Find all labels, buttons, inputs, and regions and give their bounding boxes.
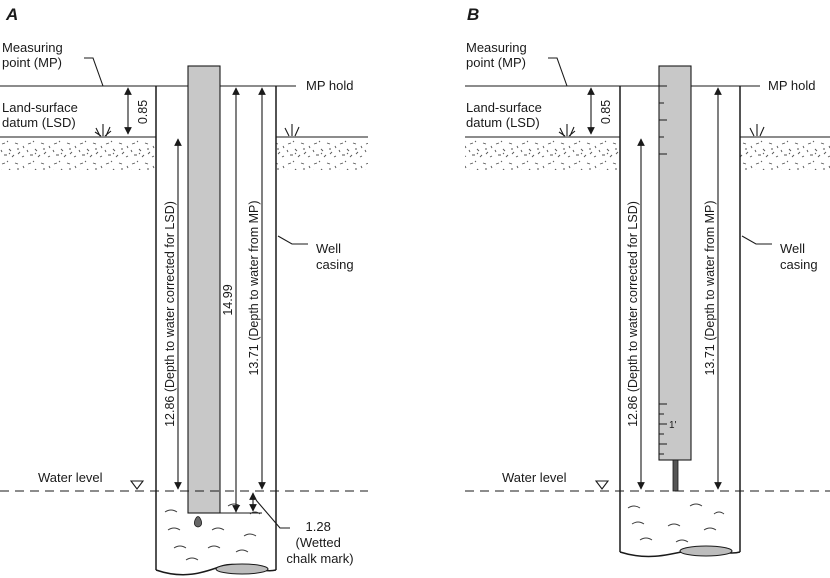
land-surface-right-b — [740, 137, 830, 170]
corrected-depth-label-b: 12.86 (Depth to water corrected for LSD) — [626, 201, 640, 427]
well-casing-label-a: Well casing — [316, 241, 354, 272]
sediment-a — [216, 564, 268, 574]
grass-icon — [95, 124, 111, 136]
tape-end-weight-b — [673, 460, 678, 491]
steel-tape-a — [188, 66, 220, 513]
grass-icon — [559, 124, 575, 136]
depth-from-mp-label-b: 13.71 (Depth to water from MP) — [703, 200, 717, 376]
well-casing-leader-a — [278, 236, 308, 244]
well-casing-leader-b — [742, 236, 772, 244]
mp-leader-b — [548, 58, 567, 86]
measuring-point-label-a: Measuring point (MP) — [2, 40, 63, 70]
water-level-symbol-a — [131, 481, 143, 489]
panel-a-letter: A — [6, 5, 19, 24]
wetted-label-a: 1.28 (Wetted chalk mark) — [286, 519, 354, 566]
mp-leader-a — [84, 58, 103, 86]
land-surface-right-a — [276, 137, 368, 170]
lsd-label-a: Land-surface datum (LSD) — [2, 100, 78, 130]
land-surface-left-b — [465, 137, 620, 170]
mp-hold-label-a: MP hold — [306, 78, 354, 93]
grass-icon — [750, 124, 764, 136]
lsd-label-b: Land-surface datum (LSD) — [466, 100, 542, 130]
measuring-point-label-b: Measuring point (MP) — [466, 40, 527, 70]
land-surface-left-a — [0, 137, 156, 170]
tape-mark-label-b: 1' — [669, 420, 677, 431]
water-level-label-a: Water level — [38, 470, 103, 485]
panel-b — [465, 5, 830, 556]
graduated-tape-b — [659, 66, 691, 460]
mp-height-value-b: 0.85 — [599, 99, 613, 125]
water-texture-b — [628, 504, 724, 542]
weight-icon — [194, 517, 201, 528]
panel-a — [0, 5, 368, 575]
water-level-label-b: Water level — [502, 470, 567, 485]
mp-height-value-a: 0.85 — [136, 99, 150, 125]
grass-icon — [285, 124, 299, 136]
sediment-b — [680, 546, 732, 556]
corrected-depth-label-a: 12.86 (Depth to water corrected for LSD) — [163, 201, 177, 427]
depth-from-mp-label-a: 13.71 (Depth to water from MP) — [247, 200, 261, 376]
mp-hold-label-b: MP hold — [768, 78, 816, 93]
panel-b-letter: B — [467, 5, 480, 24]
well-casing-label-b: Well casing — [780, 241, 818, 272]
water-level-symbol-b — [596, 481, 608, 489]
wetted-leader-a — [256, 500, 290, 528]
hold-value-a: 14.99 — [221, 284, 235, 316]
